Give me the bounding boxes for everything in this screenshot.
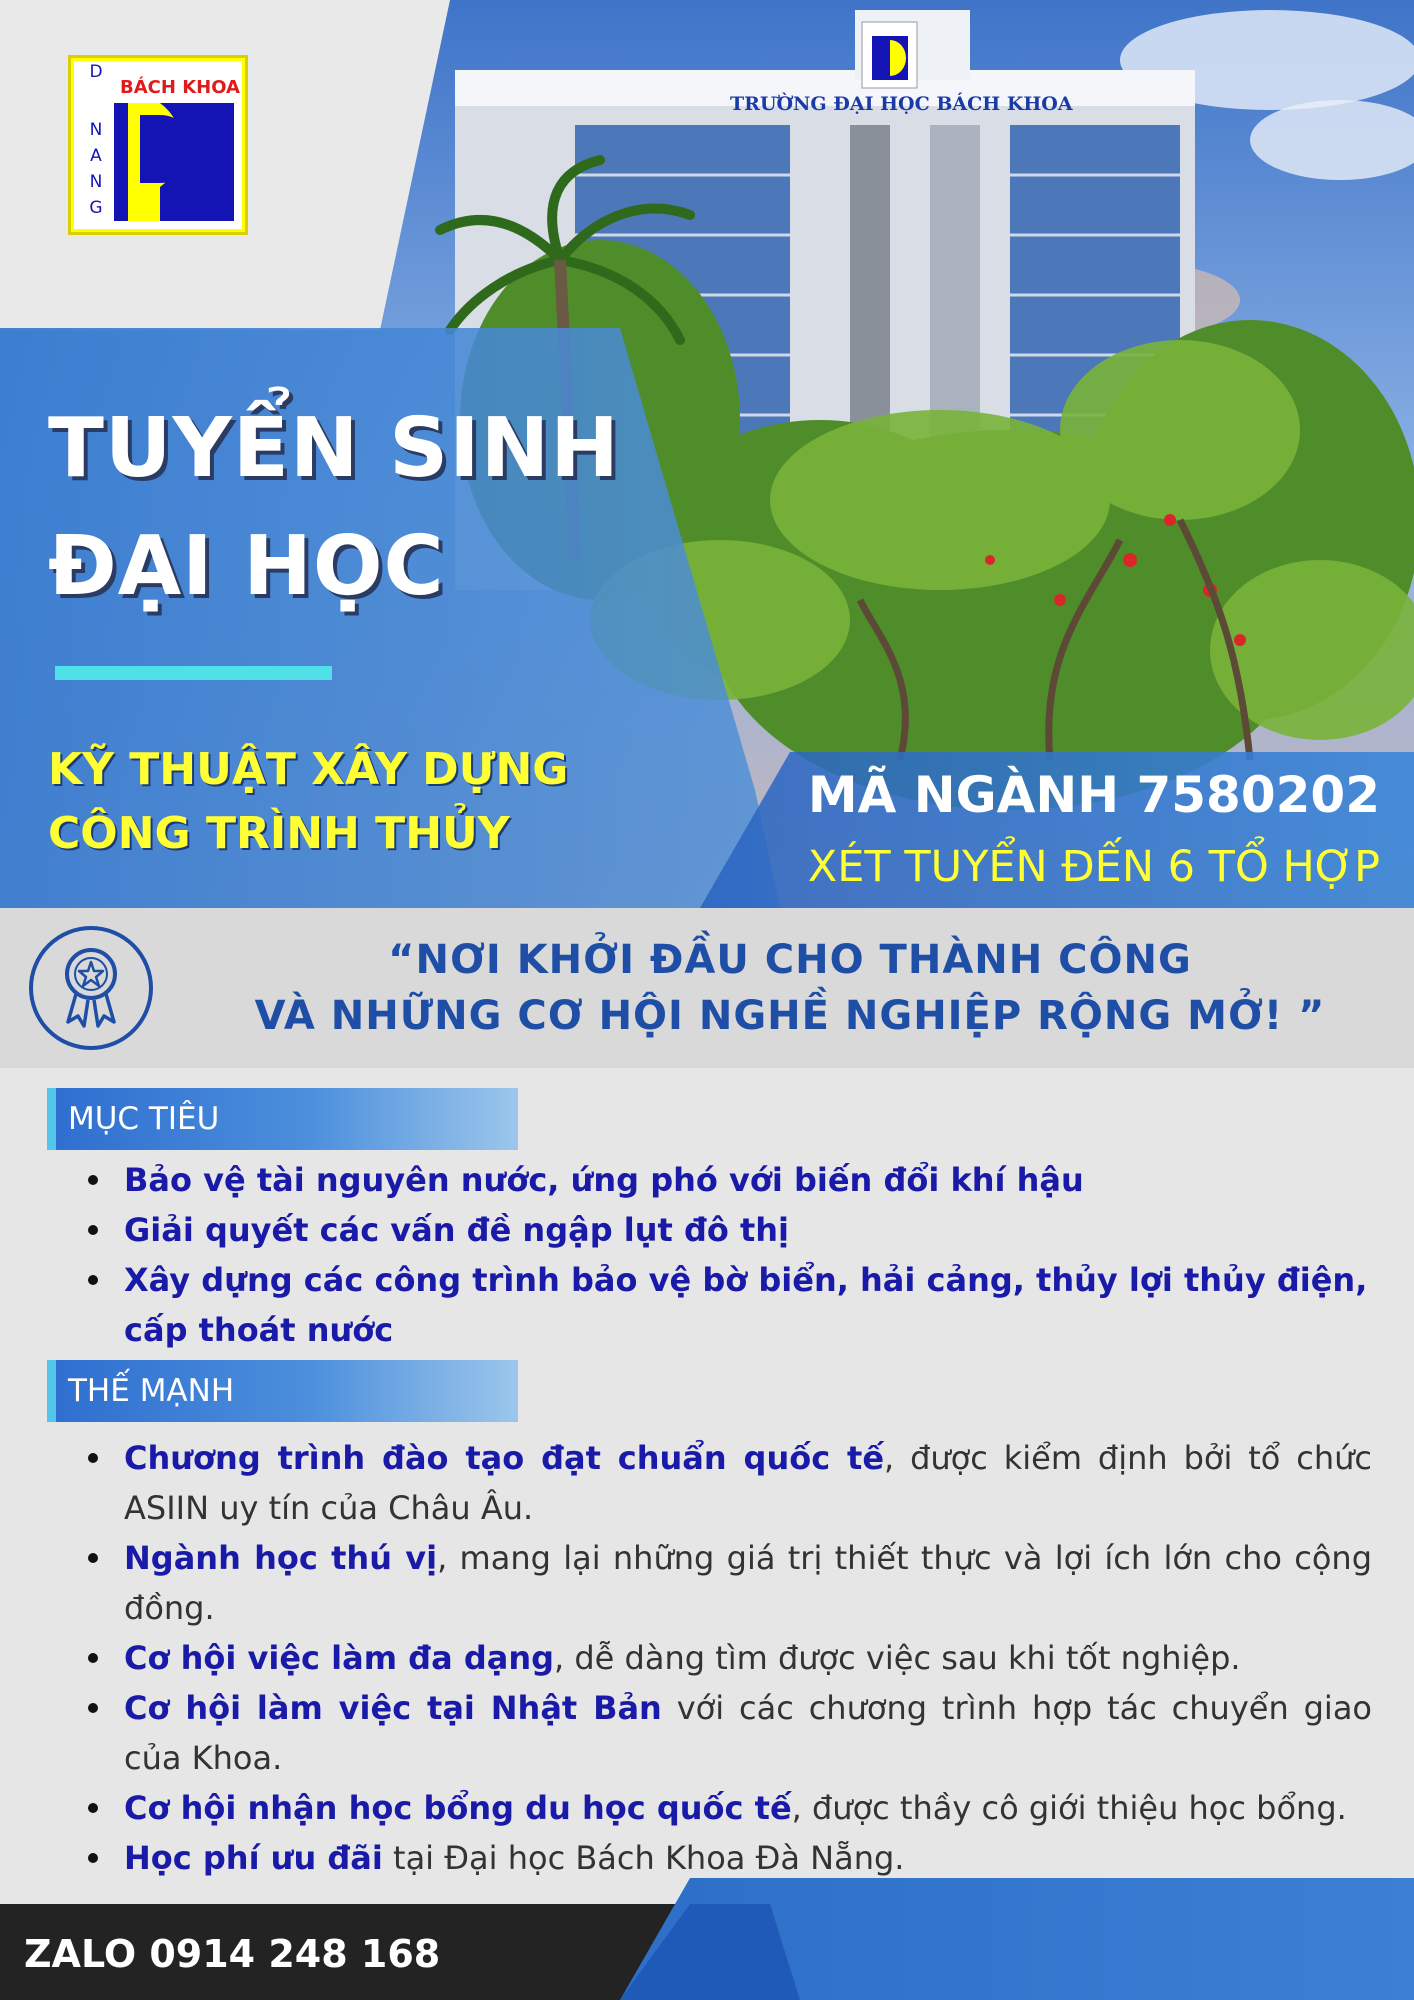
goals-list [88, 1155, 1372, 1355]
bach-khoa-danang-logo [68, 55, 248, 235]
section-title: THẾ MẠNH [68, 1373, 235, 1409]
section-header-strengths [47, 1360, 518, 1422]
zalo-contact[interactable]: ZALO 0914 248 168 [24, 1932, 441, 1976]
major-code: MÃ NGÀNH 7580202 [807, 766, 1380, 824]
strength-detail: , mang lại những giá trị thiết thực và lợi ích lớn cho cộng đồng. [124, 1539, 1372, 1627]
list-item [88, 1433, 1372, 1533]
section-title: MỤC TIÊU [68, 1101, 220, 1137]
award-ribbon-icon [24, 926, 158, 1050]
strength-detail: , được thầy cô giới thiệu học bổng. [791, 1789, 1347, 1827]
strength-detail: , dễ dàng tìm được việc sau khi tốt nghiệp. [554, 1639, 1241, 1677]
strength-detail: tại Đại học Bách Khoa Đà Nẵng. [382, 1839, 905, 1877]
strength-highlight: Cơ hội làm việc tại Nhật Bản [124, 1689, 662, 1727]
admission-headline [48, 390, 620, 626]
slogan-text [170, 932, 1410, 1044]
list-item [88, 1783, 1372, 1833]
headline-line: TUYỂN SINH [48, 401, 620, 496]
section-header-goals [47, 1088, 518, 1150]
strength-detail: , được kiểm định bởi tổ chức ASIIN uy tín của Châu Âu. [124, 1439, 1373, 1527]
logo-letter: N [89, 172, 103, 192]
admission-combination-note: XÉT TUYỂN ĐẾN 6 TỔ HỢP [807, 842, 1380, 892]
strengths-list [88, 1433, 1372, 1883]
list-item [88, 1633, 1372, 1683]
hero-banner [0, 0, 1414, 908]
list-item [88, 1683, 1372, 1783]
slogan-line: “NƠI KHỞI ĐẦU CHO THÀNH CÔNG [388, 937, 1192, 983]
headline-line: ĐẠI HỌC [48, 519, 445, 614]
logo-letter: N [89, 120, 103, 140]
headline-divider [55, 666, 332, 680]
footer [0, 1878, 1414, 2000]
major-name [48, 738, 568, 866]
strength-highlight: Học phí ưu đãi [124, 1839, 383, 1877]
logo-text: BÁCH KHOA [120, 77, 240, 98]
list-item [88, 1533, 1372, 1633]
strength-detail: với các chương trình hợp tác chuyển giao của Khoa. [124, 1689, 1373, 1777]
strength-highlight: Ngành học thú vị [124, 1539, 438, 1577]
strength-highlight: Chương trình đào tạo đạt chuẩn quốc tế [124, 1439, 885, 1477]
logo-letter: G [89, 198, 103, 218]
slogan-line: VÀ NHỮNG CƠ HỘI NGHỀ NGHIỆP RỘNG MỞ! ” [254, 993, 1326, 1039]
building-sign-text: TRƯỜNG ĐẠI HỌC BÁCH KHOA [730, 93, 1073, 115]
strength-highlight: Cơ hội việc làm đa dạng [124, 1639, 554, 1677]
list-item [88, 1833, 1372, 1883]
major-name-line: CÔNG TRÌNH THỦY [48, 808, 510, 859]
major-name-line: KỸ THUẬT XÂY DỰNG [48, 744, 569, 795]
slogan-band [0, 908, 1414, 1068]
strength-highlight: Cơ hội nhận học bổng du học quốc tế [124, 1789, 792, 1827]
list-item: Bảo vệ tài nguyên nước, ứng phó với biến đổi khí hậu [88, 1155, 1372, 1205]
logo-letter: D [89, 62, 103, 82]
list-item: Xây dựng các công trình bảo vệ bờ biển, hải cảng, thủy lợi thủy điện, cấp thoát nước [88, 1255, 1372, 1355]
logo-letter: A [90, 146, 102, 166]
list-item: Giải quyết các vấn đề ngập lụt đô thị [88, 1205, 1372, 1255]
